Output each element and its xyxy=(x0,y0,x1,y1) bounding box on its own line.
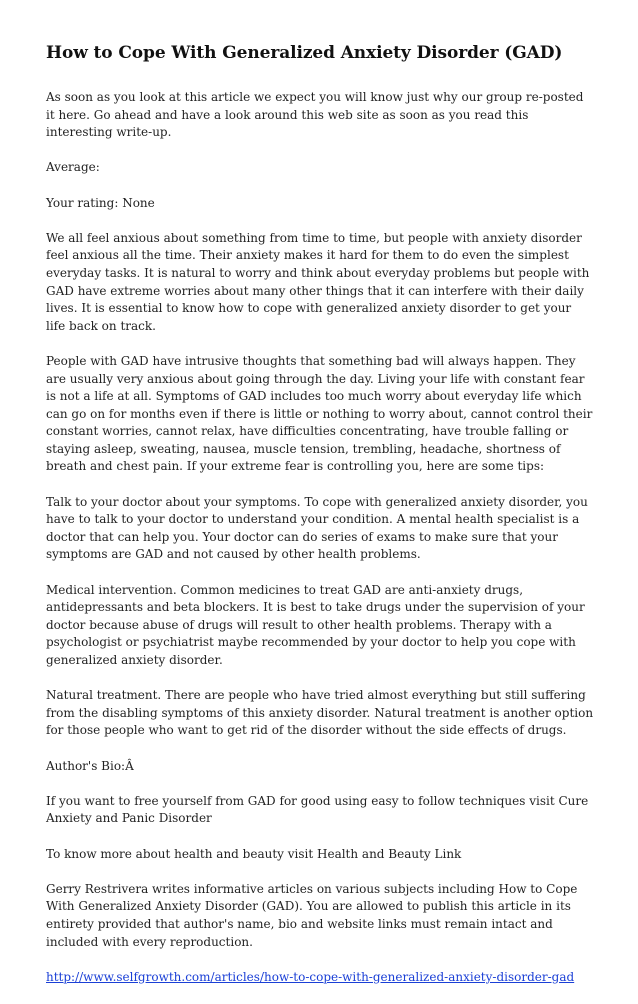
bio-paragraph: Gerry Restrivera writes informative articles on various subjects including How to Cope With Generalized Anxiety Disorder (GAD). You are allowed to publish this article in its entirety provided that author's name, bio and website links must remain intact and included with every reproduction. xyxy=(46,881,578,949)
body-paragraph: We all feel anxious about something from time to time, but people with anxiety disorder feel anxious all the time. Their anxiety makes it hard for them to do even the simplest everyday tasks. It is natural to worry and think about everyday problems but people with GAD have extreme worries about many other things that it can interfere with their daily lives. It is essential to know how to cope with generalized anxiety disorder to get your life back on track. xyxy=(46,230,590,333)
document-page xyxy=(46,42,594,1004)
source-link[interactable]: http://www.selfgrowth.com/articles/how-to-cope-with-generalized-anxiety-disorder-gad xyxy=(46,969,575,984)
intro-paragraph: As soon as you look at this article we expect you will know just why our group re-posted it here. Go ahead and have a look around this web site as soon as you read this interesting write-up. xyxy=(46,90,584,140)
bio-paragraph: To know more about health and beauty visit Health and Beauty Link xyxy=(46,846,462,861)
body-paragraph: Natural treatment. There are people who have tried almost everything but still suffering from the disabling symptoms of this anxiety disorder. Natural treatment is another option for those people who want to get rid of the disorder without the side effects of drugs. xyxy=(46,688,594,738)
bio-paragraph: If you want to free yourself from GAD for good using easy to follow techniques visit Cure Anxiety and Panic Disorder xyxy=(46,793,589,826)
average-label: Average: xyxy=(46,160,100,175)
body-paragraph: People with GAD have intrusive thoughts that something bad will always happen. They are usually very anxious about going through the day. Living your life with constant fear is not a life at all. Symptoms of GAD includes too much worry about everyday life which can go on for months even if there is little or nothing to worry about, cannot control their constant worries, cannot relax, have difficulties concentrating, have trouble falling or staying asleep, sweating, nausea, muscle tension, trembling, headache, shortness of breath and chest pain. If your extreme fear is controlling you, here are some tips: xyxy=(46,353,593,474)
body-paragraph: Talk to your doctor about your symptoms. To cope with generalized anxiety disorder, you have to talk to your doctor to understand your condition. A mental health specialist is a doctor that can help you. Your doctor can do series of exams to make sure that your symptoms are GAD and not caused by other health problems. xyxy=(46,494,588,562)
rating-label: Your rating: None xyxy=(46,195,155,210)
body-paragraph: Medical intervention. Common medicines to treat GAD are anti-anxiety drugs, antidepressants and beta blockers. It is best to take drugs under the supervision of your doctor because abuse of drugs will result to other health problems. Therapy with a psychologist or psychiatrist maybe recommended by your doctor to help you cope with generalized anxiety disorder. xyxy=(46,582,585,667)
source-line xyxy=(46,969,594,987)
article-title: How to Cope With Generalized Anxiety Disorder (GAD) xyxy=(46,43,563,63)
author-bio-label: Author's Bio:Â xyxy=(46,758,134,773)
